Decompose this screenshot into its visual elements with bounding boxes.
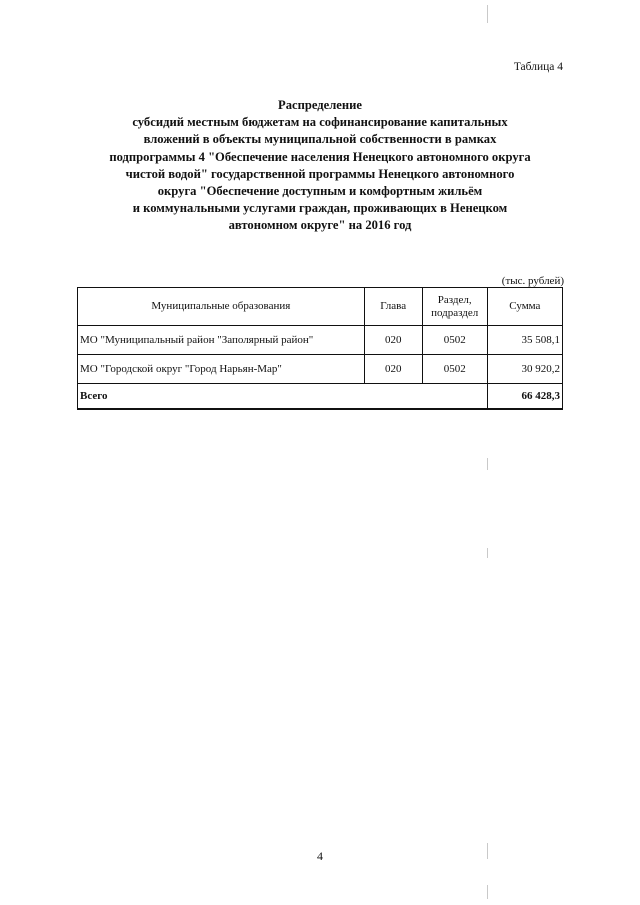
cell-chapter: 020	[364, 326, 422, 355]
page-number: 4	[317, 849, 323, 863]
header-chapter: Глава	[364, 288, 422, 326]
header-section	[422, 288, 487, 326]
document-heading	[60, 97, 580, 235]
heading-line: субсидий местным бюджетам на софинансирование капитальных	[132, 115, 508, 130]
cell-section: 0502	[422, 326, 487, 355]
table-row	[78, 326, 563, 355]
scan-artifact	[487, 5, 488, 23]
heading-line: вложений в объекты муниципальной собственности в рамках	[143, 132, 497, 147]
total-sum: 66 428,3	[487, 384, 562, 410]
scan-artifact	[487, 843, 488, 859]
heading-line: автономном округе" на 2016 год	[228, 218, 412, 233]
table-total-row	[78, 384, 563, 410]
cell-section: 0502	[422, 355, 487, 384]
subsidy-table	[77, 287, 563, 410]
heading-line: округа "Обеспечение доступным и комфортным жильём	[157, 184, 483, 199]
units-label: (тыс. рублей)	[501, 275, 564, 287]
heading-line: Распределение	[278, 98, 362, 112]
cell-municipality: МО "Городской округ "Город Нарьян-Мар"	[78, 355, 365, 384]
heading-line: чистой водой" государственной программы Ненецкого автономного	[125, 166, 515, 181]
cell-sum: 30 920,2	[487, 355, 562, 384]
scan-artifact	[487, 458, 488, 470]
scan-artifact	[487, 885, 488, 899]
total-label: Всего	[78, 384, 488, 410]
header-sum: Сумма	[487, 288, 562, 326]
cell-sum: 35 508,1	[487, 326, 562, 355]
table-header-row	[78, 288, 563, 326]
header-section-line1: Раздел,	[437, 293, 472, 306]
scan-artifact	[487, 548, 488, 558]
header-section-line2: подраздел	[431, 306, 479, 319]
cell-municipality: МО "Муниципальный район "Заполярный район"	[78, 326, 365, 355]
heading-line: подпрограммы 4 "Обеспечение населения Ненецкого автономного округа	[109, 149, 531, 164]
cell-chapter: 020	[364, 355, 422, 384]
header-municipality: Муниципальные образования	[78, 288, 365, 326]
heading-line: и коммунальными услугами граждан, проживающих в Ненецком	[132, 201, 508, 216]
table-number: Таблица 4	[513, 61, 563, 73]
table-row	[78, 355, 563, 384]
